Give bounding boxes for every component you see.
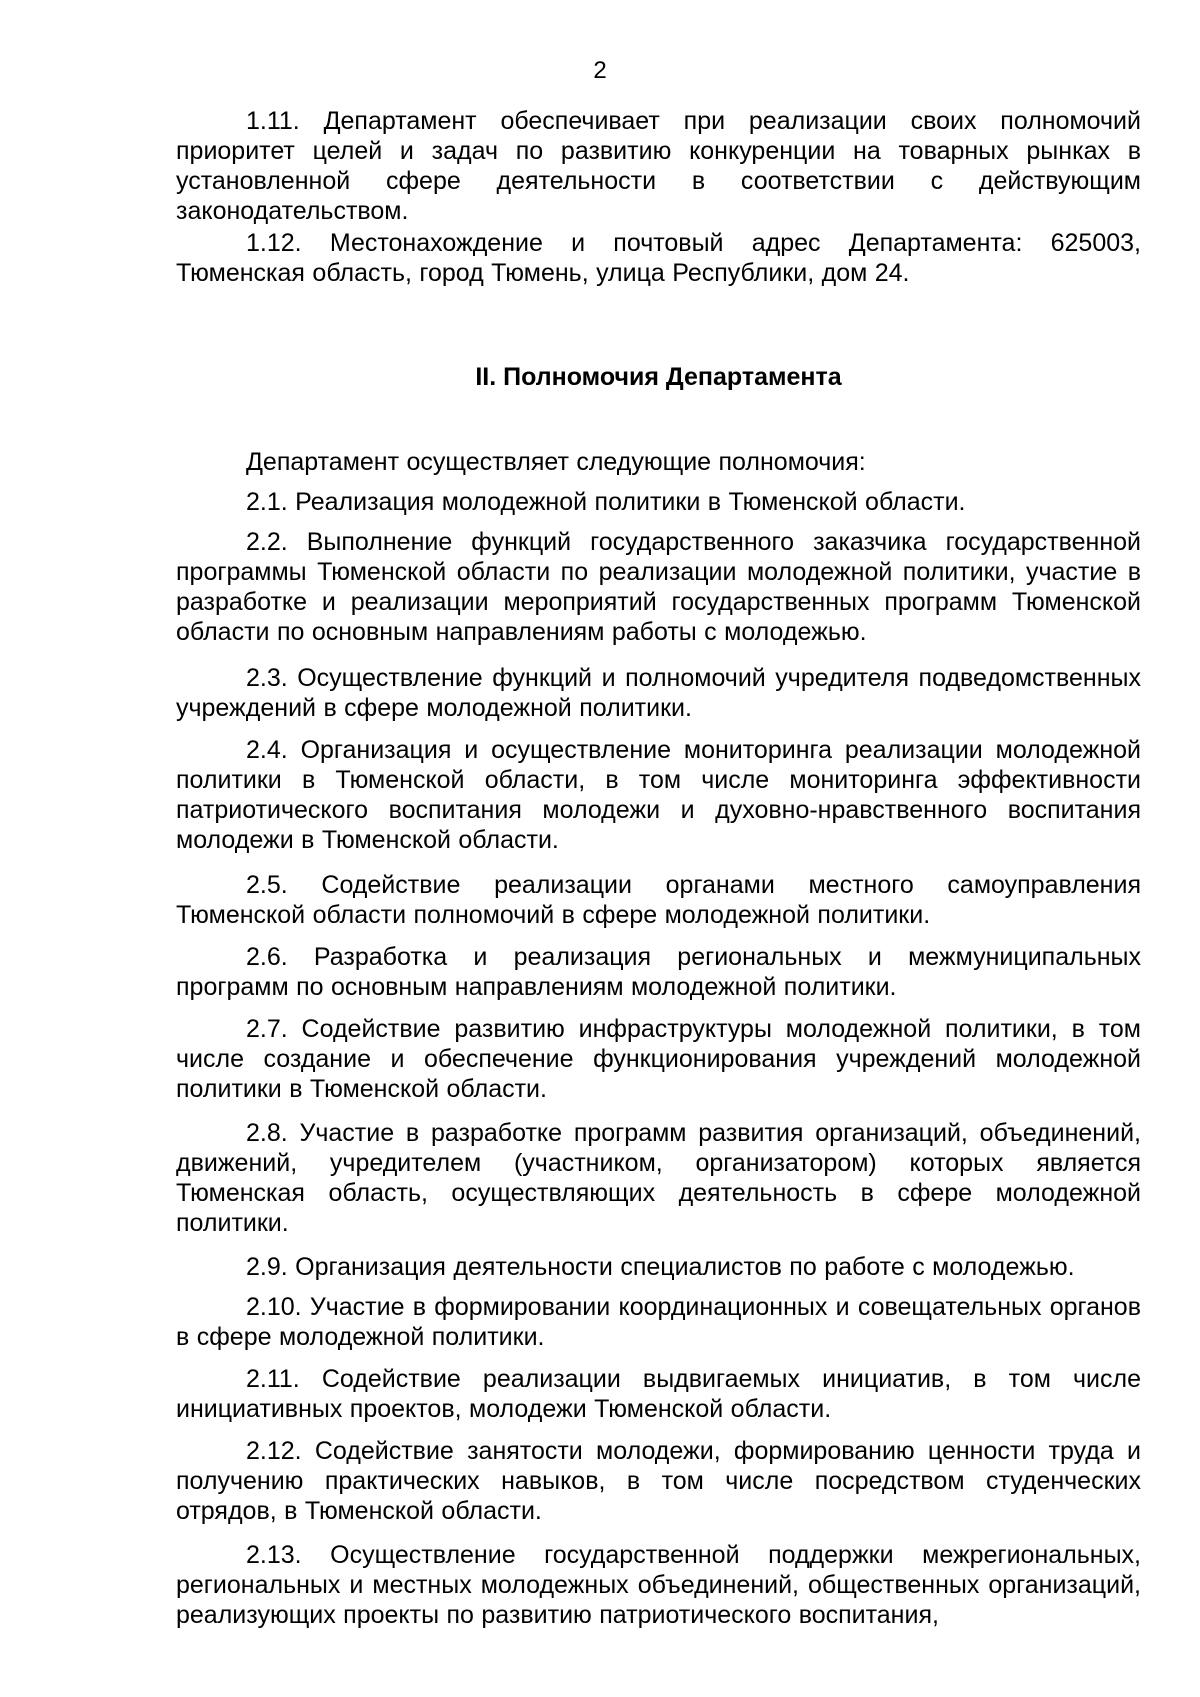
page-number: 2	[593, 57, 607, 84]
clause-2-1: 2.1. Реализация молодежной политики в Тюменской области.	[246, 488, 966, 516]
clause-2-6: 2.6. Разработка и реализация региональных и межмуниципальных программ по основным направлениям молодежной политики.	[176, 943, 1141, 1001]
clause-2-9: 2.9. Организация деятельности специалистов по работе с молодежью.	[246, 1253, 1075, 1281]
clause-2-8: 2.8. Участие в разработке программ развития организаций, объединений, движений, учредителем (участником, организатором) которых является Тюменская область, осуществляющих деятельность в сфере молодежной политики.	[176, 1119, 1141, 1237]
clause-1-11: 1.11. Департамент обеспечивает при реализации своих полномочий приоритет целей и задач по развитию конкуренции на товарных рынках в установленной сфере деятельности в соответствии с действующим законодательством.	[176, 107, 1141, 225]
clause-2-12: 2.12. Содействие занятости молодежи, формированию ценности труда и получению практических навыков, в том числе посредством студенческих отрядов, в Тюменской области.	[176, 1437, 1141, 1525]
clause-2-3: 2.3. Осуществление функций и полномочий учредителя подведомственных учреждений в сфере молодежной политики.	[176, 664, 1141, 722]
clause-2-5: 2.5. Содействие реализации органами местного самоуправления Тюменской области полномочий в сфере молодежной политики.	[176, 871, 1141, 929]
clause-1-12: 1.12. Местонахождение и почтовый адрес Департамента: 625003, Тюменская область, город Тюмень, улица Республики, дом 24.	[176, 229, 1141, 287]
section-heading: II. Полномочия Департамента	[475, 363, 842, 391]
clause-2-11: 2.11. Содействие реализации выдвигаемых инициатив, в том числе инициативных проектов, молодежи Тюменской области.	[176, 1365, 1141, 1423]
clause-2-10: 2.10. Участие в формировании координационных и совещательных органов в сфере молодежной политики.	[176, 1293, 1141, 1351]
intro-text: Департамент осуществляет следующие полномочия:	[246, 448, 866, 476]
clause-2-7: 2.7. Содействие развитию инфраструктуры молодежной политики, в том числе создание и обеспечение функционирования учреждений молодежной политики в Тюменской области.	[176, 1015, 1141, 1103]
clause-2-2: 2.2. Выполнение функций государственного заказчика государственной программы Тюменской области по реализации молодежной политики, участие в разработке и реализации мероприятий государственных программ Тюменской области по основным направлениям работы с молодежью.	[176, 528, 1141, 646]
clause-2-4: 2.4. Организация и осуществление мониторинга реализации молодежной политики в Тюменской области, в том числе мониторинга эффективности патриотического воспитания молодежи и духовно-нравственного воспитания молодежи в Тюменской области.	[176, 736, 1141, 854]
clause-2-13: 2.13. Осуществление государственной поддержки межрегиональных, региональных и местных молодежных объединений, общественных организаций, реализующих проекты по развитию патриотического воспитания,	[176, 1541, 1141, 1629]
